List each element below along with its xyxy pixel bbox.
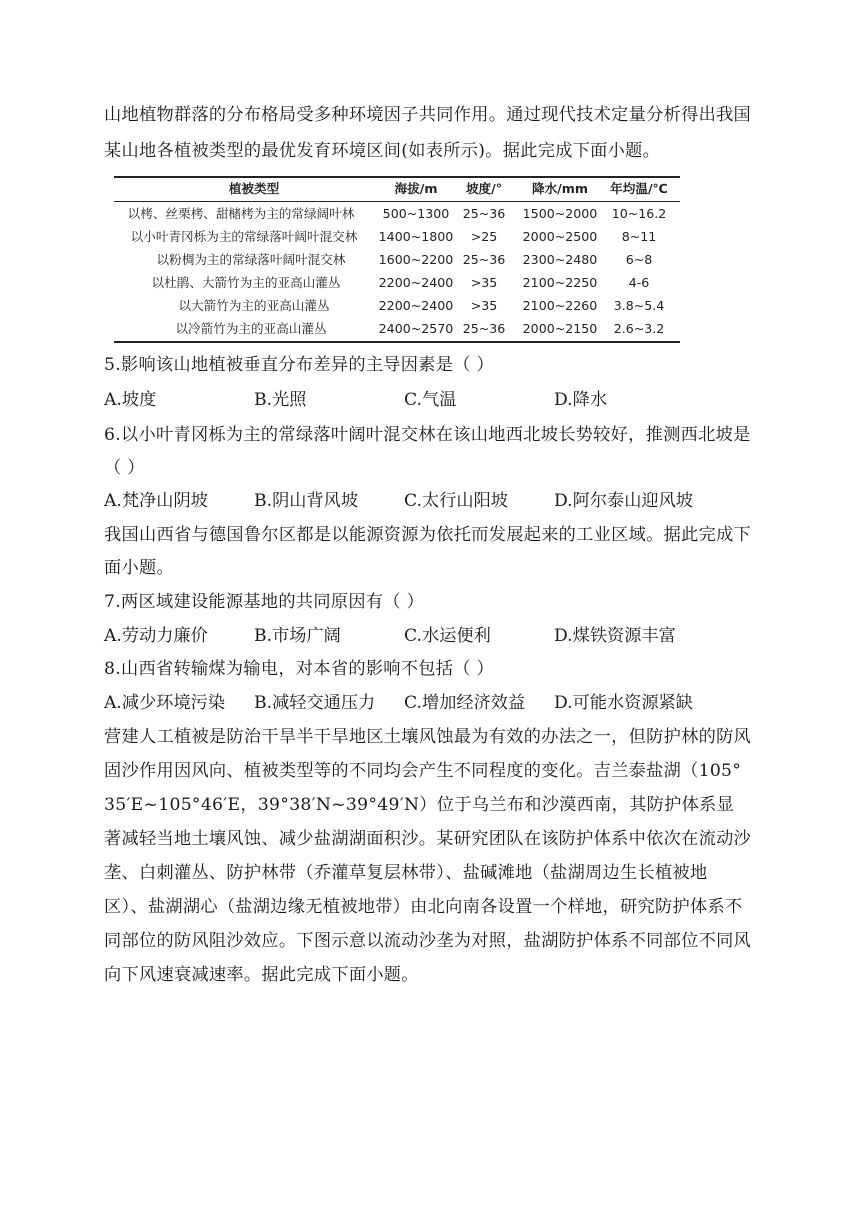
passage-3-line: 35′E~105°46′E，39°38′N~39°49′N）位于乌兰布和沙漠西南，其防护体系显 [104,795,735,815]
table-cell-slope: >35 [470,275,498,290]
table-header-rule [114,201,680,202]
question-5-stem: 5.影响该山地植被垂直分布差异的主导因素是（ ） [104,355,495,375]
table-cell-altitude: 2200~2400 [378,298,454,313]
question-5-option-b[interactable]: B.光照 [254,390,307,410]
table-cell-type: 以栲、丝栗栲、甜槠栲为主的常绿阔叶林 [127,206,355,221]
question-6-stem-line-1: 6.以小叶青冈栎为主的常绿落叶阔叶混交林在该山地西北坡长势较好，推测西北坡是 [104,425,751,445]
table-cell-precip: 2100~2260 [522,298,598,313]
table-cell-altitude: 1400~1800 [378,229,454,244]
table-header-cell: 海拔/m [394,181,438,196]
table-cell-altitude: 1600~2200 [378,252,454,267]
table-cell-precip: 1500~2000 [522,206,598,221]
passage-3-line: 区）、盐湖湖心（盐湖边缘无植被地带）由北向南各设置一个样地，研究防护体系不 [104,897,743,917]
table-cell-slope: 25~36 [462,252,506,267]
table-header-cell: 植被类型 [228,181,280,196]
table-header-cell: 坡度/° [465,181,503,196]
question-8-option-a[interactable]: A.减少环境污染 [104,693,226,713]
table-header-cell: 降水/mm [531,181,589,196]
table-cell-slope: 25~36 [462,206,506,221]
question-6-option-b[interactable]: B.阴山背风坡 [254,491,359,511]
passage-3-line: 向下风速衰减速率。据此完成下面小题。 [104,965,419,985]
question-8-option-b[interactable]: B.减轻交通压力 [254,693,376,713]
table-cell-precip: 2000~2500 [522,229,598,244]
table-cell-type: 以粉椆为主的常绿落叶阔叶混交林 [156,252,346,267]
table-top-rule [114,176,680,178]
passage-3-line: 营建人工植被是防治干旱半干旱地区土壤风蚀最为有效的办法之一，但防护林的防风 [104,727,752,747]
question-7-stem: 7.两区域建设能源基地的共同原因有（ ） [104,592,425,612]
question-8-stem: 8.山西省转输煤为输电，对本省的影响不包括（ ） [104,659,495,679]
table-cell-type: 以大箭竹为主的亚高山灌丛 [178,298,330,313]
table-cell-temp: 8~11 [621,229,657,244]
passage-2-line-1: 我国山西省与德国鲁尔区都是以能源资源为依托而发展起来的工业区域。据此完成下 [104,525,752,545]
passage-3-line: 同部位的防风阻沙效应。下图示意以流动沙垄为对照，盐湖防护体系不同部位不同风 [104,931,752,951]
passage-3-line: 著减轻当地土壤风蚀、减少盐湖湖面积沙。某研究团队在该防护体系中依次在流动沙 [104,829,752,849]
intro-line-2: 某山地各植被类型的最优发育环境区间(如表所示)。据此完成下面小题。 [104,141,661,161]
table-cell-altitude: 2400~2570 [378,321,454,336]
table-cell-type: 以杜鹃、大箭竹为主的亚高山灌丛 [151,275,341,290]
table-cell-temp: 2.6~3.2 [613,321,665,336]
question-7-option-b[interactable]: B.市场广阔 [254,626,341,646]
table-cell-temp: 6~8 [625,252,653,267]
passage-3-line: 固沙作用因风向、植被类型等的不同均会产生不同程度的变化。吉兰泰盐湖（105° [104,761,742,781]
question-6-stem-line-2: （ ） [104,458,145,478]
passage-3-line: 垄、白刺灌丛、防护林带（乔灌草复层林带）、盐碱滩地（盐湖周边生长植被地 [104,863,708,883]
table-cell-precip: 2300~2480 [522,252,598,267]
question-6-option-d[interactable]: D.阿尔泰山迎风坡 [554,491,693,511]
table-cell-altitude: 500~1300 [382,206,450,221]
table-cell-type: 以小叶青冈栎为主的常绿落叶阔叶混交林 [130,229,358,244]
table-cell-slope: >35 [470,298,498,313]
table-cell-altitude: 2200~2400 [378,275,454,290]
question-5-option-c[interactable]: C.气温 [404,390,457,410]
passage-2-line-2: 面小题。 [104,558,174,578]
table-cell-temp: 4-6 [628,275,650,290]
question-8-option-d[interactable]: D.可能水资源紧缺 [554,693,693,713]
table-cell-type: 以冷箭竹为主的亚高山灌丛 [175,321,327,336]
table-bottom-rule [114,341,680,343]
table-cell-slope: >25 [470,229,498,244]
table-cell-temp: 10~16.2 [611,206,667,221]
table-cell-precip: 2100~2250 [522,275,598,290]
question-7-option-a[interactable]: A.劳动力廉价 [104,626,208,646]
table-cell-temp: 3.8~5.4 [613,298,665,313]
question-6-option-c[interactable]: C.太行山阳坡 [404,491,508,511]
table-cell-slope: 25~36 [462,321,506,336]
question-5-option-d[interactable]: D.降水 [554,390,608,410]
question-7-option-c[interactable]: C.水运便利 [404,626,491,646]
question-5-option-a[interactable]: A.坡度 [104,390,157,410]
question-8-option-c[interactable]: C.增加经济效益 [404,693,526,713]
question-7-option-d[interactable]: D.煤铁资源丰富 [554,626,676,646]
intro-line-1: 山地植物群落的分布格局受多种环境因子共同作用。通过现代技术定量分析得出我国 [104,105,752,125]
table-header-cell: 年均温/℃ [610,181,668,196]
question-6-option-a[interactable]: A.梵净山阴坡 [104,491,208,511]
table-cell-precip: 2000~2150 [522,321,598,336]
vegetation-table [114,176,680,344]
